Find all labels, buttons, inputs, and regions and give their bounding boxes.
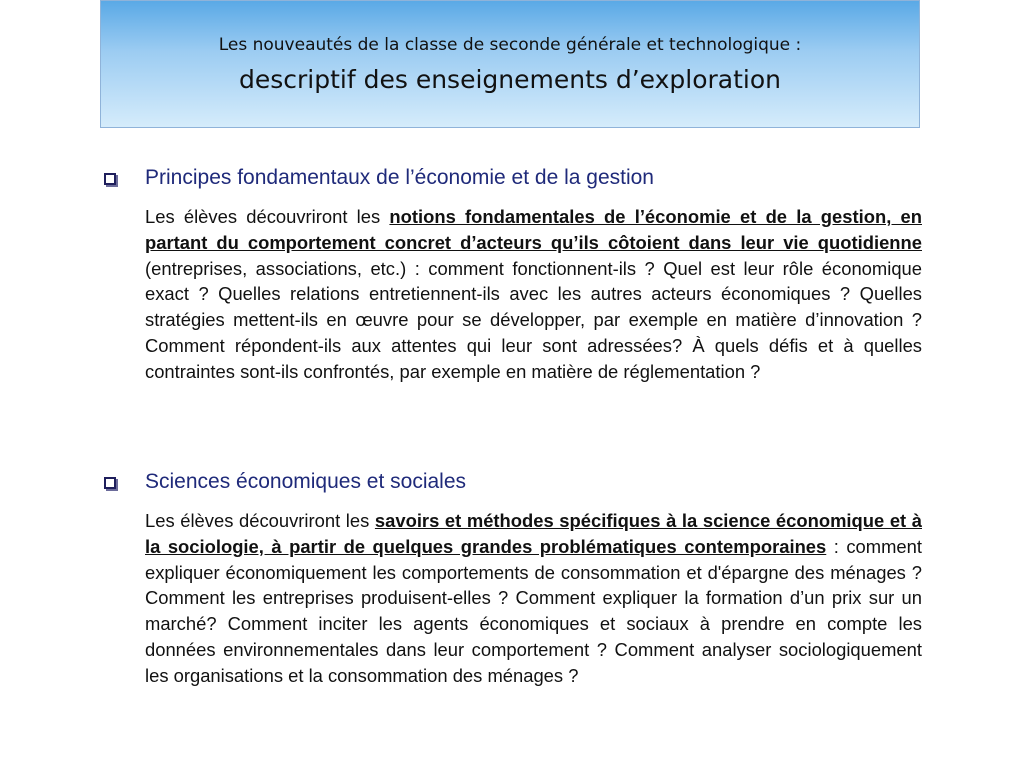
section-heading-row [104,166,924,196]
slide-title-line-1: Les nouveautés de la classe de seconde générale et technologique : [218,35,802,55]
section-heading-row [104,470,924,500]
paragraph-rest: (entreprises, associations, etc.) : comment fonctionnent-ils ? Quel est leur rôle économique exact ? Quelles relations entretiennent-ils avec les autres acteurs économiques ? Quelles stratégies mettent-ils en œuvre pour se développer, par exemple en matière d’innovation ? Comment répondent-ils aux attentes qui leur sont adressées? À quels défis et à quelles contraintes sont-ils confrontés, par exemple en matière de réglementation ? [145,257,922,382]
section-paragraph [145,204,922,385]
checkbox-bullet-icon [104,477,116,489]
section-heading: Sciences économiques et sociales [145,470,467,493]
paragraph-emphasis: savoirs et méthodes spécifiques à la science économique et à la sociologie, à partir de quelques grandes problématiques contemporaines [145,510,922,557]
checkbox-bullet-icon [104,173,116,185]
section-heading: Principes fondamentaux de l’économie et de la gestion [145,166,654,189]
paragraph-intro: Les élèves découvriront les [145,206,390,227]
title-banner [100,0,920,128]
slide-title-line-2: descriptif des enseignements d’exploration [238,65,781,94]
paragraph-rest: : comment expliquer économiquement les comportements de consommation et d'épargne des ménages ? Comment les entreprises produisent-elles ? Comment expliquer la formation d’un prix sur un marché? Comment inciter les agents économiques et sociaux à prendre en compte les données environnementales dans leur comportement ? Comment analyser sociologiquement les organisations et la consommation des ménages ? [145,535,922,686]
paragraph-emphasis: notions fondamentales de l’économie et de la gestion, en partant du comportement concret d’acteurs qu’ils côtoient dans leur vie quotidienne [145,206,922,253]
section-paragraph [145,508,922,689]
paragraph-intro: Les élèves découvriront les [145,510,375,531]
